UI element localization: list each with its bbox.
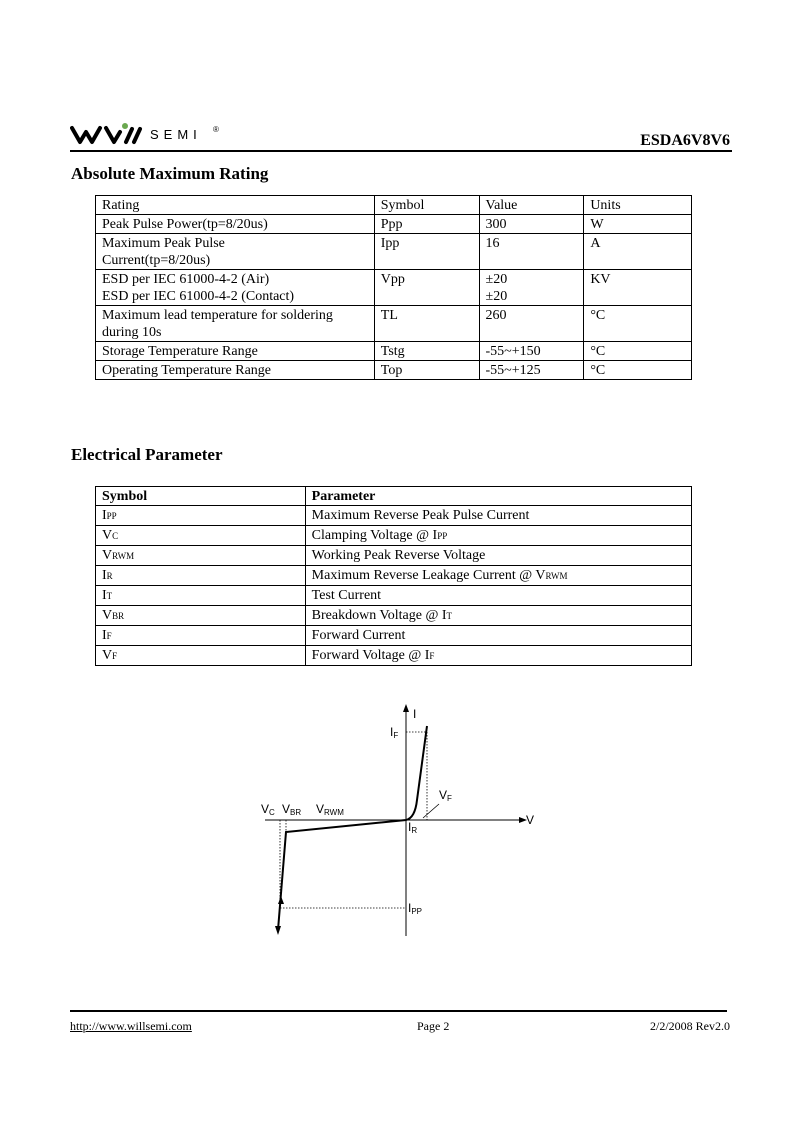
rating-cell: Operating Temperature Range (96, 361, 375, 380)
symbol-subscript: R (106, 571, 113, 581)
absolute-max-title: Absolute Maximum Rating (71, 164, 269, 183)
rating-cell (96, 270, 375, 306)
rating-cell: Peak Pulse Power(tp=8/20us) (96, 215, 375, 234)
units-cell: KV (584, 270, 692, 306)
electrical-param-title: Electrical Parameter (71, 445, 223, 464)
parameter-cell (305, 506, 691, 526)
table-row (96, 270, 692, 306)
website-link[interactable]: http://www.willsemi.com (70, 1019, 192, 1033)
col-header: Parameter (305, 487, 691, 506)
i-axis-arrow (403, 704, 409, 712)
parameter-text: Test Current (311, 588, 382, 603)
parameter-text: Maximum Reverse Leakage Current @ (311, 568, 536, 583)
symbol-cell (96, 606, 306, 626)
curve-arrow-down (275, 926, 281, 935)
logo-text: SEMI (150, 127, 202, 142)
symbol-cell (96, 626, 306, 646)
value-air: ±20 (485, 272, 508, 287)
symbol-main: I (102, 508, 107, 523)
registered-mark: ® (213, 125, 219, 134)
page-number: Page 2 (417, 1019, 450, 1033)
symbol-main: V (102, 528, 113, 543)
col-header: Units (584, 196, 692, 215)
units-cell: A (584, 234, 692, 270)
vf-label: VF (439, 788, 452, 803)
part-number: ESDA6V8V6 (640, 132, 730, 149)
parameter-text: Clamping Voltage @ (311, 528, 433, 543)
axis-i-label: I (413, 707, 417, 721)
symbol-cell (96, 506, 306, 526)
symbol-cell (96, 546, 306, 566)
symbol-main: I (102, 568, 107, 583)
iv-characteristic-diagram (255, 700, 545, 940)
symbol-cell: Tstg (374, 342, 479, 361)
table-row (96, 215, 692, 234)
parameter-cell (305, 646, 691, 666)
symbol-main: I (102, 628, 107, 643)
table-row (96, 306, 692, 342)
table-header-row (96, 487, 692, 506)
symbol-cell: Ipp (374, 234, 479, 270)
symbol-cell (96, 566, 306, 586)
value-cell: 260 (479, 306, 584, 342)
parameter-cell (305, 546, 691, 566)
parameter-ref-main: I (424, 648, 430, 663)
vf-pointer (423, 804, 439, 818)
value-contact: ±20 (485, 289, 508, 304)
parameter-text: Breakdown Voltage @ (311, 608, 442, 623)
parameter-cell (305, 526, 691, 546)
parameter-ref-main: V (535, 568, 546, 583)
parameter-cell (305, 586, 691, 606)
symbol-subscript: PP (106, 511, 117, 521)
footer-rule (70, 1010, 727, 1012)
table-header-row (96, 196, 692, 215)
header-rule (70, 150, 732, 152)
ir-label: IR (408, 820, 418, 835)
parameter-text: Forward Voltage @ (311, 648, 425, 663)
symbol-subscript: BR (112, 611, 125, 621)
absolute-max-table (95, 195, 692, 380)
units-cell: °C (584, 361, 692, 380)
value-cell: -55~+150 (479, 342, 584, 361)
parameter-cell (305, 566, 691, 586)
parameter-text: Working Peak Reverse Voltage (311, 548, 486, 563)
col-header: Symbol (374, 196, 479, 215)
parameter-ref-subscript: PP (437, 531, 448, 541)
symbol-cell (96, 586, 306, 606)
parameter-ref-subscript: RWM (545, 571, 568, 581)
units-cell: °C (584, 342, 692, 361)
parameter-text: Forward Current (311, 628, 406, 643)
symbol-main: I (102, 588, 107, 603)
vc-label: VC (261, 802, 275, 817)
col-header: Symbol (96, 487, 306, 506)
rating-cell: Storage Temperature Range (96, 342, 375, 361)
axis-v-label: V (526, 813, 535, 827)
parameter-ref-subscript: T (446, 611, 453, 621)
table-row (96, 606, 692, 626)
ipp-label: IPP (408, 901, 423, 916)
parameter-cell (305, 626, 691, 646)
symbol-cell (96, 526, 306, 546)
table-row (96, 626, 692, 646)
value-cell: -55~+125 (479, 361, 584, 380)
iv-curve (278, 726, 427, 930)
date-revision: 2/2/2008 Rev2.0 (650, 1019, 730, 1033)
value-cell: 300 (479, 215, 584, 234)
value-cell: 16 (479, 234, 584, 270)
rating-cell: Maximum lead temperature for soldering during 10s (96, 306, 375, 342)
vrwm-label: VRWM (316, 802, 344, 817)
col-header: Rating (96, 196, 375, 215)
col-header: Value (479, 196, 584, 215)
units-cell: W (584, 215, 692, 234)
rating-cell: Maximum Peak Pulse Current(tp=8/20us) (96, 234, 375, 270)
vbr-label: VBR (282, 802, 302, 817)
symbol-subscript: F (112, 651, 118, 661)
table-row (96, 566, 692, 586)
electrical-param-table (95, 486, 692, 666)
table-row (96, 646, 692, 666)
symbol-subscript: F (106, 631, 112, 641)
symbol-main: V (102, 608, 113, 623)
parameter-cell (305, 606, 691, 626)
symbol-subscript: C (112, 531, 119, 541)
symbol-subscript: T (106, 591, 113, 601)
symbol-cell: TL (374, 306, 479, 342)
parameter-ref-main: I (432, 528, 438, 543)
symbol-cell: Top (374, 361, 479, 380)
symbol-subscript: RWM (112, 551, 135, 561)
symbol-main: V (102, 548, 113, 563)
table-row (96, 526, 692, 546)
curve-arrow-up (278, 896, 284, 904)
parameter-ref-main: I (441, 608, 447, 623)
units-cell: °C (584, 306, 692, 342)
symbol-main: V (102, 648, 113, 663)
parameter-ref-subscript: F (429, 651, 435, 661)
symbol-cell (96, 646, 306, 666)
value-cell (479, 270, 584, 306)
table-row (96, 546, 692, 566)
table-row (96, 234, 692, 270)
rating-air: ESD per IEC 61000-4-2 (Air) (102, 272, 270, 287)
table-row (96, 586, 692, 606)
rating-contact: ESD per IEC 61000-4-2 (Contact) (102, 289, 295, 304)
symbol-cell: Ppp (374, 215, 479, 234)
if-label: IF (390, 725, 399, 740)
parameter-text: Maximum Reverse Peak Pulse Current (311, 508, 530, 523)
table-row (96, 342, 692, 361)
symbol-cell: Vpp (374, 270, 479, 306)
table-row (96, 361, 692, 380)
table-row (96, 506, 692, 526)
